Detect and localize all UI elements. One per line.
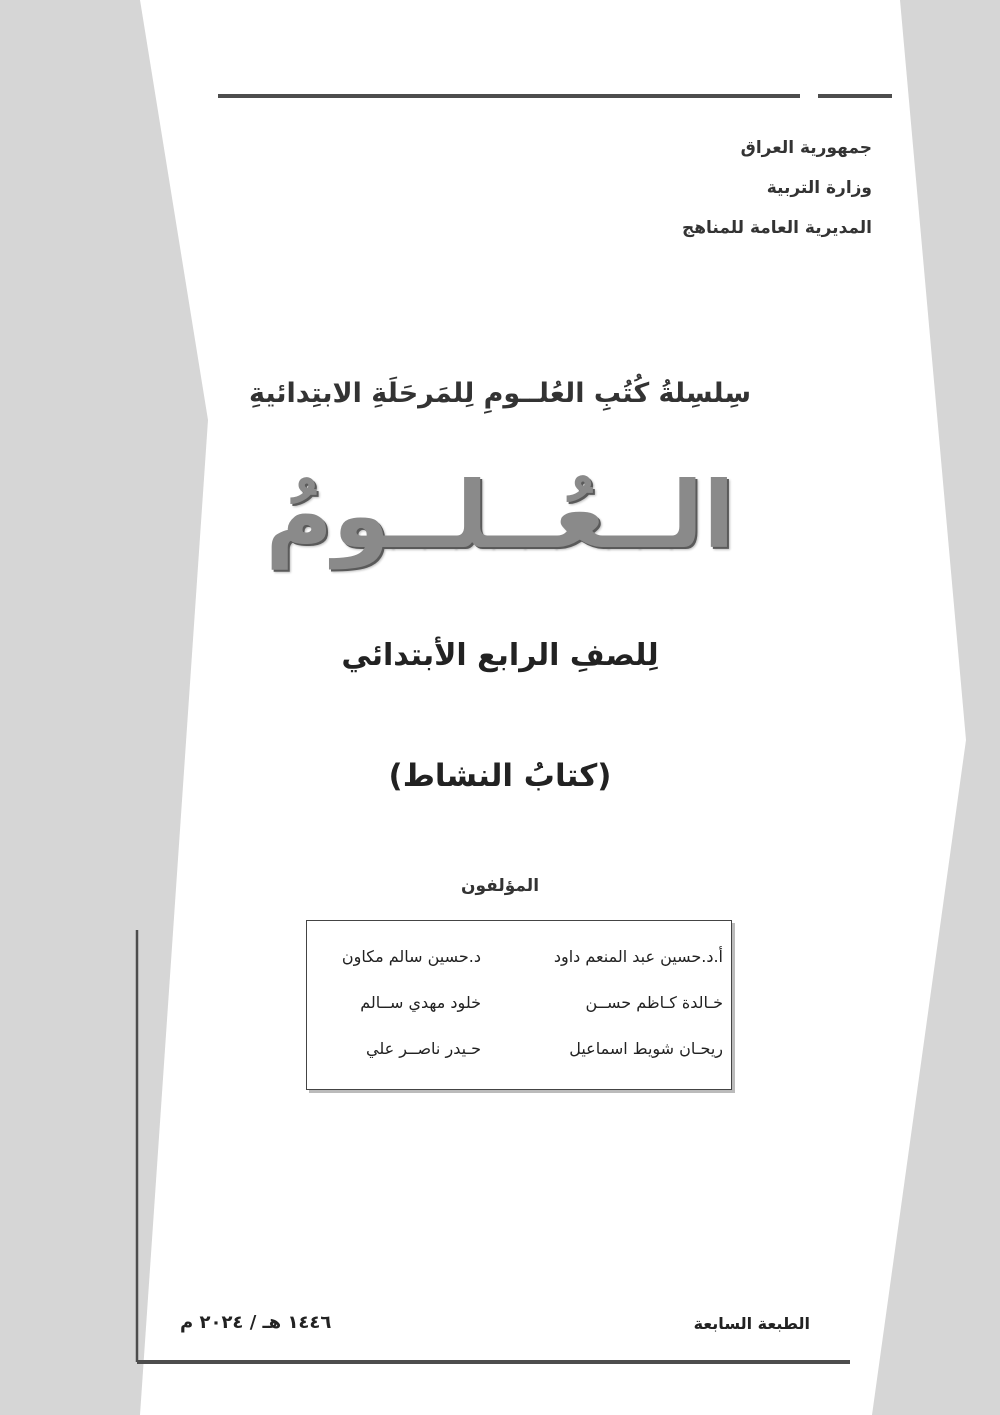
author-name: خلود مهدي ســالم bbox=[360, 993, 481, 1012]
author-name: أ.د.حسين عبد المنعم داود bbox=[553, 947, 723, 966]
book-title: الــعُــلــومُ bbox=[265, 462, 735, 569]
author-name: حـيدر ناصــر علي bbox=[366, 1039, 481, 1058]
ministry-header bbox=[572, 128, 872, 248]
country-name: جمهورية العراق bbox=[740, 138, 872, 158]
authors-box bbox=[306, 920, 732, 1090]
publication-date: ١٤٤٦ هـ / ٢٠٢٤ م bbox=[180, 1312, 332, 1333]
series-title: سِلسِلةُ كُتُبِ العُلــومِ لِلمَرحَلَةِ الابتِدائيةِ bbox=[249, 378, 751, 409]
author-name: ريحـان شويط اسماعيل bbox=[569, 1039, 723, 1058]
left-chevron-band bbox=[0, 0, 208, 1415]
author-name: د.حسين سالم مكاون bbox=[341, 947, 481, 966]
grade-subtitle: لِلصفِ الرابع الأبتدائي bbox=[341, 638, 659, 673]
book-type: (كتابُ النشاط) bbox=[388, 758, 612, 794]
edition-label: الطبعة السابعة bbox=[693, 1314, 810, 1333]
directorate-name: المديرية العامة للمناهج bbox=[681, 218, 872, 238]
authors-heading: المؤلفون bbox=[460, 876, 540, 896]
right-chevron-band bbox=[872, 0, 1000, 1415]
author-name: خـالدة كـاظم حســن bbox=[585, 993, 723, 1012]
ministry-name: وزارة التربية bbox=[766, 178, 872, 198]
